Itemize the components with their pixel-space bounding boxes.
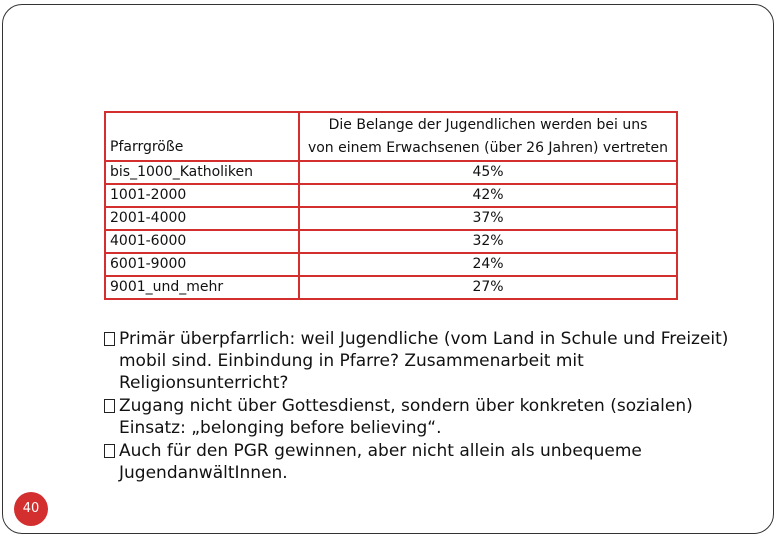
bullet-text: Auch für den PGR gewinnen, aber nicht allein als unbequeme JugendanwältInnen. xyxy=(119,441,642,483)
bullet-text: Zugang nicht über Gottesdienst, sondern über konkreten (sozialen) Einsatz: „belonging before believing“. xyxy=(119,396,693,438)
row-size: bis_1000_Katholiken xyxy=(105,161,299,184)
bullet-item xyxy=(103,328,743,394)
row-size: 6001-9000 xyxy=(105,253,299,276)
header-representation-line1: Die Belange der Jugendlichen werden bei uns xyxy=(328,116,648,133)
row-size: 9001_und_mehr xyxy=(105,276,299,299)
row-percent: 37% xyxy=(299,207,677,230)
header-representation xyxy=(299,112,677,161)
row-size: 2001-4000 xyxy=(105,207,299,230)
checkbox-bullet-icon xyxy=(104,332,115,346)
bullet-item xyxy=(103,440,743,484)
row-percent: 45% xyxy=(299,161,677,184)
table-row xyxy=(105,253,677,276)
checkbox-bullet-icon xyxy=(104,444,115,458)
header-parish-size: Pfarrgröße xyxy=(105,112,299,161)
row-percent: 27% xyxy=(299,276,677,299)
bullet-list xyxy=(103,328,743,485)
table-row xyxy=(105,184,677,207)
bullet-item xyxy=(103,395,743,439)
header-representation-line2: von einem Erwachsenen (über 26 Jahren) vertreten xyxy=(307,139,669,156)
data-table xyxy=(104,111,678,300)
bullet-text: Primär überpfarrlich: weil Jugendliche (vom Land in Schule und Freizeit) mobil sind. Einbindung in Pfarre? Zusammenarbeit mit Religionsunterricht? xyxy=(119,329,729,393)
row-size: 4001-6000 xyxy=(105,230,299,253)
table-row xyxy=(105,230,677,253)
page-number-badge: 40 xyxy=(14,492,48,526)
table-row xyxy=(105,161,677,184)
table-row xyxy=(105,276,677,299)
table-row xyxy=(105,207,677,230)
row-percent: 32% xyxy=(299,230,677,253)
row-percent: 42% xyxy=(299,184,677,207)
checkbox-bullet-icon xyxy=(104,399,115,413)
row-percent: 24% xyxy=(299,253,677,276)
table-header-row xyxy=(105,112,677,161)
row-size: 1001-2000 xyxy=(105,184,299,207)
